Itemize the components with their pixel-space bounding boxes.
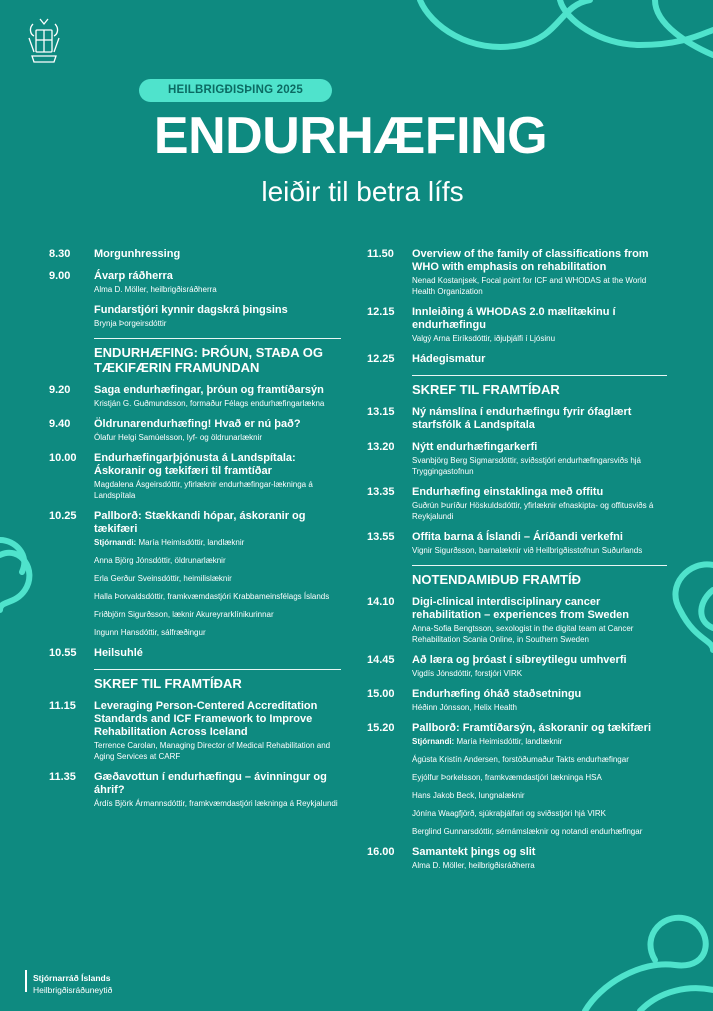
- item-time: 10.00: [49, 452, 77, 464]
- item-speaker: Alma D. Möller, heilbrigðisráðherra: [94, 285, 217, 294]
- item-title: Öldrunarendurhæfing! Hvað er nú það?: [94, 418, 301, 430]
- coat-of-arms-logo: [24, 16, 64, 68]
- footer-government: Stjórnarráð Íslands: [33, 973, 111, 983]
- item-title: Overview of the family of classifications from WHO with emphasis on rehabilitation: [412, 248, 649, 273]
- section-heading: SKREF TIL FRAMTÍÐAR: [94, 669, 341, 691]
- item-speaker: Brynja Þorgeirsdóttir: [94, 319, 167, 328]
- program-item: [49, 418, 341, 443]
- program-item: [367, 688, 667, 713]
- program-item: [49, 304, 341, 329]
- item-title: Leveraging Person-Centered Accreditation Standards and ICF Framework to Improve Rehabilitation Across Iceland: [94, 700, 318, 738]
- item-speaker: Magdalena Ásgeirsdóttir, yfirlæknir endurhæfingar-lækninga á Landspítala: [94, 480, 313, 500]
- item-title: Offita barna á Íslandi – Áríðandi verkefni: [412, 531, 623, 543]
- program-item: [367, 486, 667, 522]
- item-time: 8.30: [49, 248, 71, 260]
- panelist: Hans Jakob Beck, lungnalæknir: [412, 791, 525, 800]
- panelist: Halla Þorvaldsdóttir, framkvæmdastjóri Krabbameinsfélags Íslands: [94, 592, 330, 601]
- item-time: 9.40: [49, 418, 71, 430]
- program-item: [367, 531, 667, 556]
- program-item: [49, 771, 341, 809]
- panelist: Ágústa Kristín Andersen, forstöðumaður Takts endurhæfingar: [412, 755, 629, 764]
- item-speaker: Valgý Arna Eiríksdóttir, iðjuþjálfi í Ljósinu: [412, 334, 556, 343]
- program-left-column: [49, 248, 341, 818]
- program-item: [367, 248, 667, 297]
- section-heading: ENDURHÆFING: ÞRÓUN, STAÐA OG TÆKIFÆRIN FRAMUNDAN: [94, 338, 341, 375]
- item-title: Innleiðing á WHODAS 2.0 mælitækinu í endurhæfingu: [412, 306, 616, 331]
- item-title: Heilsuhlé: [94, 647, 143, 659]
- item-time: 11.50: [367, 248, 394, 260]
- item-speaker: Svanbjörg Berg Sigmarsdóttir, sviðsstjóri endurhæfingarsviðs hjá Tryggingastofnun: [412, 456, 641, 476]
- item-speaker: Alma D. Möller, heilbrigðisráðherra: [412, 861, 535, 870]
- program-item: [49, 384, 341, 409]
- panelist: Eyjólfur Þorkelsson, framkvæmdastjóri lækninga HSA: [412, 773, 602, 782]
- item-title: Endurhæfingarþjónusta á Landspítala: Áskoranir og tækifæri til framtíðar: [94, 452, 296, 477]
- item-speaker: Árdís Björk Ármannsdóttir, framkvæmdastjóri lækninga á Reykjalundi: [94, 799, 338, 808]
- item-time: 9.00: [49, 270, 71, 282]
- item-time: 9.20: [49, 384, 71, 396]
- panelist: Berglind Gunnarsdóttir, sérnámslæknir og notandi endurhæfingar: [412, 827, 643, 836]
- panelist: Ingunn Hansdóttir, sálfræðingur: [94, 628, 206, 637]
- panel-moderator: [94, 537, 341, 548]
- section-heading: SKREF TIL FRAMTÍÐAR: [412, 375, 667, 397]
- panelist: Friðbjörn Sigurðsson, læknir Akureyrarklínikurinnar: [94, 610, 274, 619]
- program-item: [367, 596, 667, 645]
- program-item: [367, 306, 667, 344]
- item-title: Ný námslína í endurhæfingu fyrir ófaglært starfsfólk á Landspítala: [412, 406, 632, 431]
- item-title: Ávarp ráðherra: [94, 270, 173, 282]
- item-speaker: Kristján G. Guðmundsson, formaður Félags endurhæfingarlækna: [94, 399, 325, 408]
- item-time: 16.00: [367, 846, 395, 858]
- program-item: [49, 270, 341, 295]
- item-speaker: Guðrún Þuríður Höskuldsdóttir, yfirlæknir efnaskipta- og offitusviðs á Reykjalundi: [412, 501, 654, 521]
- item-title: Saga endurhæfingar, þróun og framtíðarsýn: [94, 384, 324, 396]
- item-time: 11.35: [49, 771, 76, 783]
- item-time: 13.55: [367, 531, 395, 543]
- item-time: 10.25: [49, 510, 77, 522]
- item-title: Digi-clinical interdisciplinary cancer rehabilitation – experiences from Sweden: [412, 596, 630, 621]
- panel-moderator: [412, 736, 667, 747]
- page-title: ENDURHÆFING: [153, 107, 548, 165]
- program-item: [367, 722, 667, 837]
- program-item: [49, 510, 341, 638]
- item-time: 15.00: [367, 688, 395, 700]
- item-title: Gæðavottun í endurhæfingu – ávinningur og áhrif?: [94, 771, 327, 796]
- item-title: Fundarstjóri kynnir dagskrá þingsins: [94, 304, 288, 316]
- item-time: 14.45: [367, 654, 395, 666]
- panelist: Erla Gerður Sveinsdóttir, heimilislæknir: [94, 574, 232, 583]
- item-time: 13.15: [367, 406, 395, 418]
- moderator-label: Stjórnandi:: [412, 737, 455, 746]
- item-speaker: Terrence Carolan, Managing Director of Medical Rehabilitation and Aging Services at CARF: [94, 741, 331, 761]
- item-time: 10.55: [49, 647, 77, 659]
- program-item: [49, 647, 341, 660]
- item-title: Samantekt þings og slit: [412, 846, 536, 858]
- item-speaker: Anna-Sofia Bengtsson, sexologist in the digital team at Cancer Rehabilitation Scania Online, in Southern Sweden: [412, 624, 634, 644]
- item-time: 13.35: [367, 486, 395, 498]
- panelist: Jónína Waagfjörð, sjúkraþjálfari og sviðsstjóri hjá VIRK: [412, 809, 607, 818]
- program-item: [367, 406, 667, 432]
- page-subtitle: leiðir til betra lífs: [261, 176, 464, 207]
- item-time: 12.25: [367, 353, 395, 365]
- program-item: [49, 248, 341, 261]
- footer-ministry: Heilbrigðisráðuneytið: [33, 985, 113, 995]
- item-speaker: Vigdís Jónsdóttir, forstjóri VIRK: [412, 669, 523, 678]
- program-item: [49, 452, 341, 501]
- item-time: 11.15: [49, 700, 76, 712]
- panelist: Anna Björg Jónsdóttir, öldrunarlæknir: [94, 556, 226, 565]
- item-speaker: Vignir Sigurðsson, barnalæknir við Heilbrigðisstofnun Suðurlands: [412, 546, 643, 555]
- program-item: [367, 654, 667, 679]
- item-title: Endurhæfing óháð staðsetningu: [412, 688, 582, 700]
- item-title: Að læra og þróast í síbreytilegu umhverfi: [412, 654, 627, 666]
- item-time: 15.20: [367, 722, 395, 734]
- item-title: Pallborð: Stækkandi hópar, áskoranir og tækifæri: [94, 510, 306, 535]
- item-title: Endurhæfing einstaklinga með offitu: [412, 486, 604, 498]
- item-time: 14.10: [367, 596, 395, 608]
- event-badge: HEILBRIGÐISÞING 2025: [139, 79, 332, 102]
- item-time: 13.20: [367, 441, 395, 453]
- program-item: [367, 353, 667, 366]
- item-title: Pallborð: Framtíðarsýn, áskoranir og tækifæri: [412, 722, 652, 734]
- section-heading: NOTENDAMIÐUÐ FRAMTÍÐ: [412, 565, 667, 587]
- item-time: 12.15: [367, 306, 395, 318]
- item-title: Hádegismatur: [412, 353, 486, 365]
- moderator-label: Stjórnandi:: [94, 538, 137, 547]
- program-item: [367, 441, 667, 477]
- moderator-name: María Heimisdóttir, landlæknir: [456, 737, 563, 746]
- item-speaker: Héðinn Jónsson, Helix Health: [412, 703, 517, 712]
- program-item: [49, 700, 341, 762]
- program-right-column: [367, 248, 667, 880]
- item-title: Nýtt endurhæfingarkerfi: [412, 441, 538, 453]
- program-item: [367, 846, 667, 871]
- item-speaker: Ólafur Helgi Samúelsson, lyf- og öldrunarlæknir: [94, 433, 263, 442]
- item-title: Morgunhressing: [94, 248, 181, 260]
- item-speaker: Nenad Kostanjsek, Focal point for ICF and WHODAS at the World Health Organization: [412, 276, 647, 296]
- footer-divider: [25, 970, 27, 992]
- item-time: [49, 304, 94, 329]
- moderator-name: María Heimisdóttir, landlæknir: [138, 538, 245, 547]
